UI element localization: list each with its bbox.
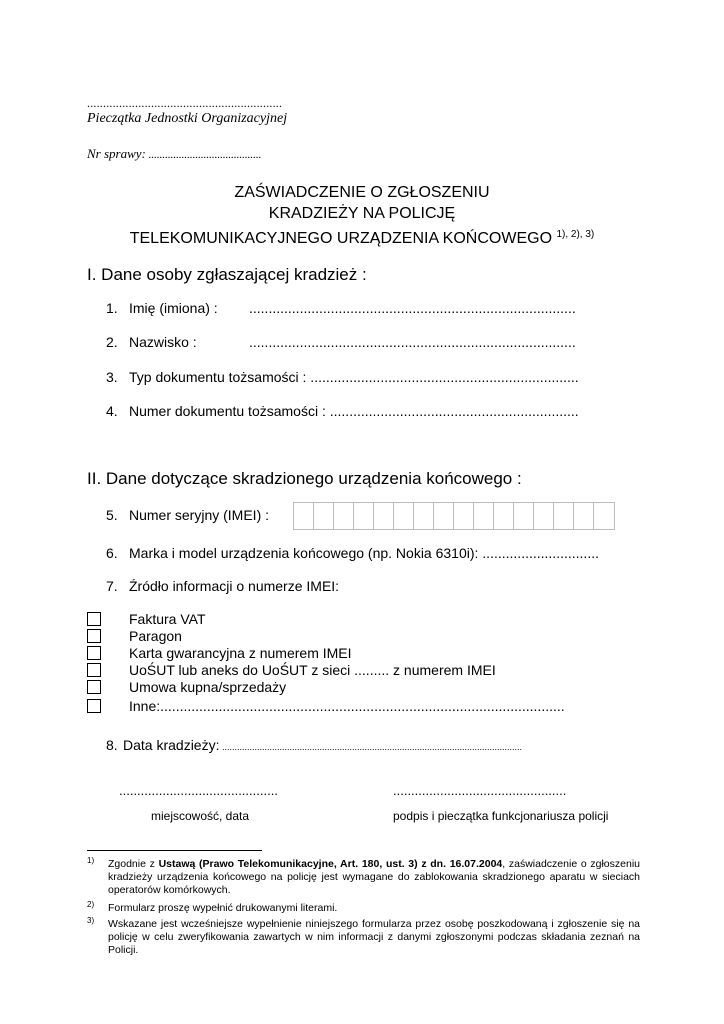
field-4-label — [129, 403, 579, 419]
id-document-type-field[interactable]: ..................................................................... — [306, 369, 579, 385]
imei-digit-box[interactable] — [494, 503, 514, 529]
imei-digit-box[interactable] — [534, 503, 554, 529]
option-receipt-checkbox[interactable] — [87, 629, 101, 643]
last-name-field[interactable]: .................................................................................... — [249, 334, 576, 350]
place-date-label: miejscowość, data — [151, 809, 250, 823]
stamp-dotted-line: ............................................................. — [87, 96, 283, 110]
option-receipt-label: Paragon — [129, 628, 182, 644]
footnote-3-mark: 3) — [87, 916, 95, 925]
footnote-1-rest: , zaświadczenie o zgłoszeniu kradzieży urządzenia końcowego na policję jest wymagane do zablokowania skradzionego aparatu w sieciach operatorów komórkowych. — [108, 858, 640, 896]
device-model-field[interactable]: .............................. — [478, 545, 599, 561]
field-8-label-text: Data kradzieży: — [123, 737, 220, 753]
first-name-field[interactable]: .................................................................................... — [249, 300, 576, 316]
imei-digit-box[interactable] — [594, 503, 614, 529]
case-number-label: Nr sprawy: — [87, 146, 146, 161]
imei-digit-box[interactable] — [414, 503, 434, 529]
option-contract-checkbox[interactable] — [87, 663, 101, 677]
title-line-2: KRADZIEŻY NA POLICJĘ — [268, 205, 456, 222]
imei-digit-box[interactable] — [434, 503, 454, 529]
imei-digit-box[interactable] — [334, 503, 354, 529]
option-contract-label: UoŚUT lub aneks do UoŚUT z sieci ......... z numerem IMEI — [129, 662, 496, 678]
field-6-label — [129, 545, 599, 561]
title-line-1: ZAŚWIADCZENIE O ZGŁOSZENIU — [234, 184, 490, 201]
theft-date-field[interactable]: ........................................................................................................................ — [219, 742, 523, 752]
field-1-label: Imię (imiona) : — [129, 300, 218, 316]
footnote-1-law-reference: Ustawą (Prawo Telekomunikacyjne, Art. 180, ust. 3) z dn. 16.07.2004 — [158, 858, 503, 870]
imei-digit-box[interactable] — [554, 503, 574, 529]
field-3-label-text: Typ dokumentu tożsamości : — [129, 369, 307, 385]
field-5-number: 5. — [106, 507, 118, 523]
option-invoice-checkbox[interactable] — [87, 612, 101, 626]
field-4-label-text: Numer dokumentu tożsamości : — [129, 403, 326, 419]
field-6-label-text: Marka i model urządzenia końcowego (np. Nokia 6310i): — [129, 545, 479, 561]
imei-digit-box[interactable] — [314, 503, 334, 529]
case-number-field[interactable]: ......................................... — [145, 149, 262, 161]
option-warranty-card-checkbox[interactable] — [87, 646, 101, 660]
imei-digit-box[interactable] — [514, 503, 534, 529]
footnote-1-prefix: Zgodnie z — [108, 858, 159, 870]
footnote-divider — [87, 850, 262, 851]
field-7-label: Źródło informacji o numerze IMEI: — [129, 578, 340, 594]
title-footnote-refs: 1), 2), 3) — [556, 229, 595, 240]
stamp-label: Pieczątka Jednostki Organizacyjnej — [87, 111, 288, 126]
section-1-heading: I. Dane osoby zgłaszającej kradzież : — [87, 265, 367, 284]
option-invoice-label: Faktura VAT — [129, 611, 206, 627]
footnote-1-text — [108, 858, 640, 897]
officer-signature-field[interactable]: ................................................ — [393, 783, 567, 798]
option-sale-agreement-checkbox[interactable] — [87, 680, 101, 694]
footnote-3-text: Wskazane jest wcześniejsze wypełnienie niniejszego formularza przez osobę poszkodowaną i zgłoszenie się na policję w celu zweryfikowania zawartych w nim informacji z danymi zgłoszonymi podczas składania zeznań na Policji. — [108, 918, 640, 956]
footnote-2-mark: 2) — [87, 900, 95, 909]
field-7-number: 7. — [106, 578, 118, 594]
title-line-3 — [0, 224, 724, 249]
imei-input-boxes[interactable] — [293, 502, 615, 530]
option-other-checkbox[interactable] — [87, 699, 101, 713]
option-other-label[interactable]: Inne:........................................................................................................ — [129, 698, 565, 714]
title-line-3-text: TELEKOMUNIKACYJNEGO URZĄDZENIA KOŃCOWEGO — [129, 230, 553, 247]
imei-digit-box[interactable] — [454, 503, 474, 529]
imei-digit-box[interactable] — [474, 503, 494, 529]
officer-signature-label: podpis i pieczątka funkcjonariusza policji — [393, 809, 609, 823]
imei-digit-box[interactable] — [294, 503, 314, 529]
option-sale-agreement-label: Umowa kupna/sprzedaży — [129, 679, 287, 695]
footnote-2-text: Formularz proszę wypełnić drukowanymi literami. — [108, 902, 338, 914]
field-3-label — [129, 369, 579, 385]
option-warranty-card-label: Karta gwarancyjna z numerem IMEI — [129, 645, 352, 661]
field-4-number: 4. — [106, 403, 118, 419]
section-2-heading: II. Dane dotyczące skradzionego urządzenia końcowego : — [87, 469, 522, 488]
imei-digit-box[interactable] — [394, 503, 414, 529]
field-8-number: 8. — [106, 737, 118, 753]
id-document-number-field[interactable]: ................................................................ — [325, 403, 579, 419]
place-date-field[interactable]: ............................................ — [119, 783, 278, 798]
imei-digit-box[interactable] — [574, 503, 594, 529]
imei-digit-box[interactable] — [374, 503, 394, 529]
field-6-number: 6. — [106, 545, 118, 561]
footnote-1-mark: 1) — [87, 856, 95, 865]
field-3-number: 3. — [106, 369, 118, 385]
field-5-label: Numer seryjny (IMEI) : — [129, 507, 270, 523]
field-2-label: Nazwisko : — [129, 334, 197, 350]
field-1-number: 1. — [106, 300, 118, 316]
field-8-label — [123, 737, 522, 753]
field-2-number: 2. — [106, 334, 118, 350]
case-number — [87, 146, 261, 162]
imei-digit-box[interactable] — [354, 503, 374, 529]
